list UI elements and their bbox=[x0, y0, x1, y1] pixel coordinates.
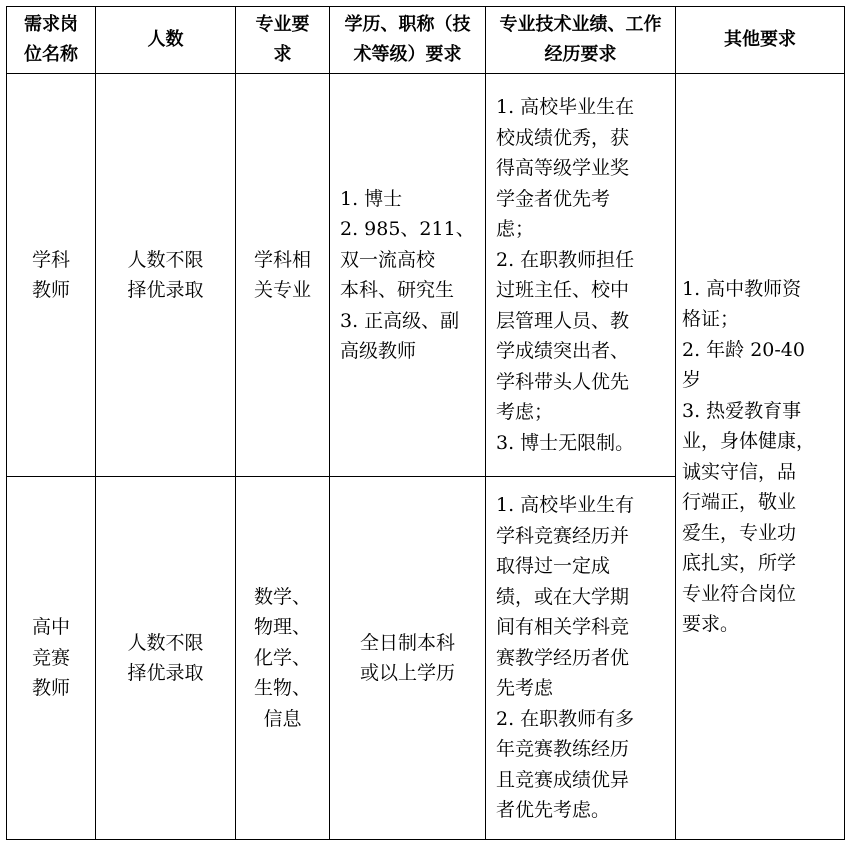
cell-major: 学科相 关专业 bbox=[236, 74, 330, 477]
cell-position: 高中 竞赛 教师 bbox=[7, 477, 96, 840]
header-experience: 专业技术业绩、工作 经历要求 bbox=[486, 7, 676, 74]
header-other: 其他要求 bbox=[676, 7, 845, 74]
cell-major: 数学、 物理、 化学、 生物、 信息 bbox=[236, 477, 330, 840]
cell-education: 1. 博士 2. 985、211、 双一流高校 本科、研究生 3. 正高级、副 高级教师 bbox=[330, 74, 486, 477]
cell-other: 1. 高中教师资 格证； 2. 年龄 20-40 岁 3. 热爱教育事 业，身体健康， 诚实守信，品 行端正，敬业 爱生，专业功 底扎实，所学 专业符合岗位 要求。 bbox=[676, 74, 845, 840]
header-position: 需求岗 位名称 bbox=[7, 7, 96, 74]
header-count: 人数 bbox=[96, 7, 236, 74]
cell-experience: 1. 高校毕业生在 校成绩优秀，获 得高等级学业奖 学金者优先考 虑； 2. 在职教师担任 过班主任、校中 层管理人员、教 学成绩突出者、 学科带头人优先 考虑； 3. 博士无限制。 bbox=[486, 74, 676, 477]
cell-count: 人数不限 择优录取 bbox=[96, 477, 236, 840]
header-major: 专业要 求 bbox=[236, 7, 330, 74]
header-education: 学历、职称（技 术等级）要求 bbox=[330, 7, 486, 74]
header-row bbox=[7, 7, 845, 74]
cell-position: 学科 教师 bbox=[7, 74, 96, 477]
recruitment-requirements-table bbox=[6, 6, 845, 840]
cell-experience: 1. 高校毕业生有 学科竞赛经历并 取得过一定成 绩，或在大学期 间有相关学科竞 赛教学经历者优 先考虑 2. 在职教师有多 年竞赛教练经历 且竞赛成绩优异 者优先考虑。 bbox=[486, 477, 676, 840]
cell-education: 全日制本科 或以上学历 bbox=[330, 477, 486, 840]
table-row bbox=[7, 74, 845, 477]
cell-count: 人数不限 择优录取 bbox=[96, 74, 236, 477]
